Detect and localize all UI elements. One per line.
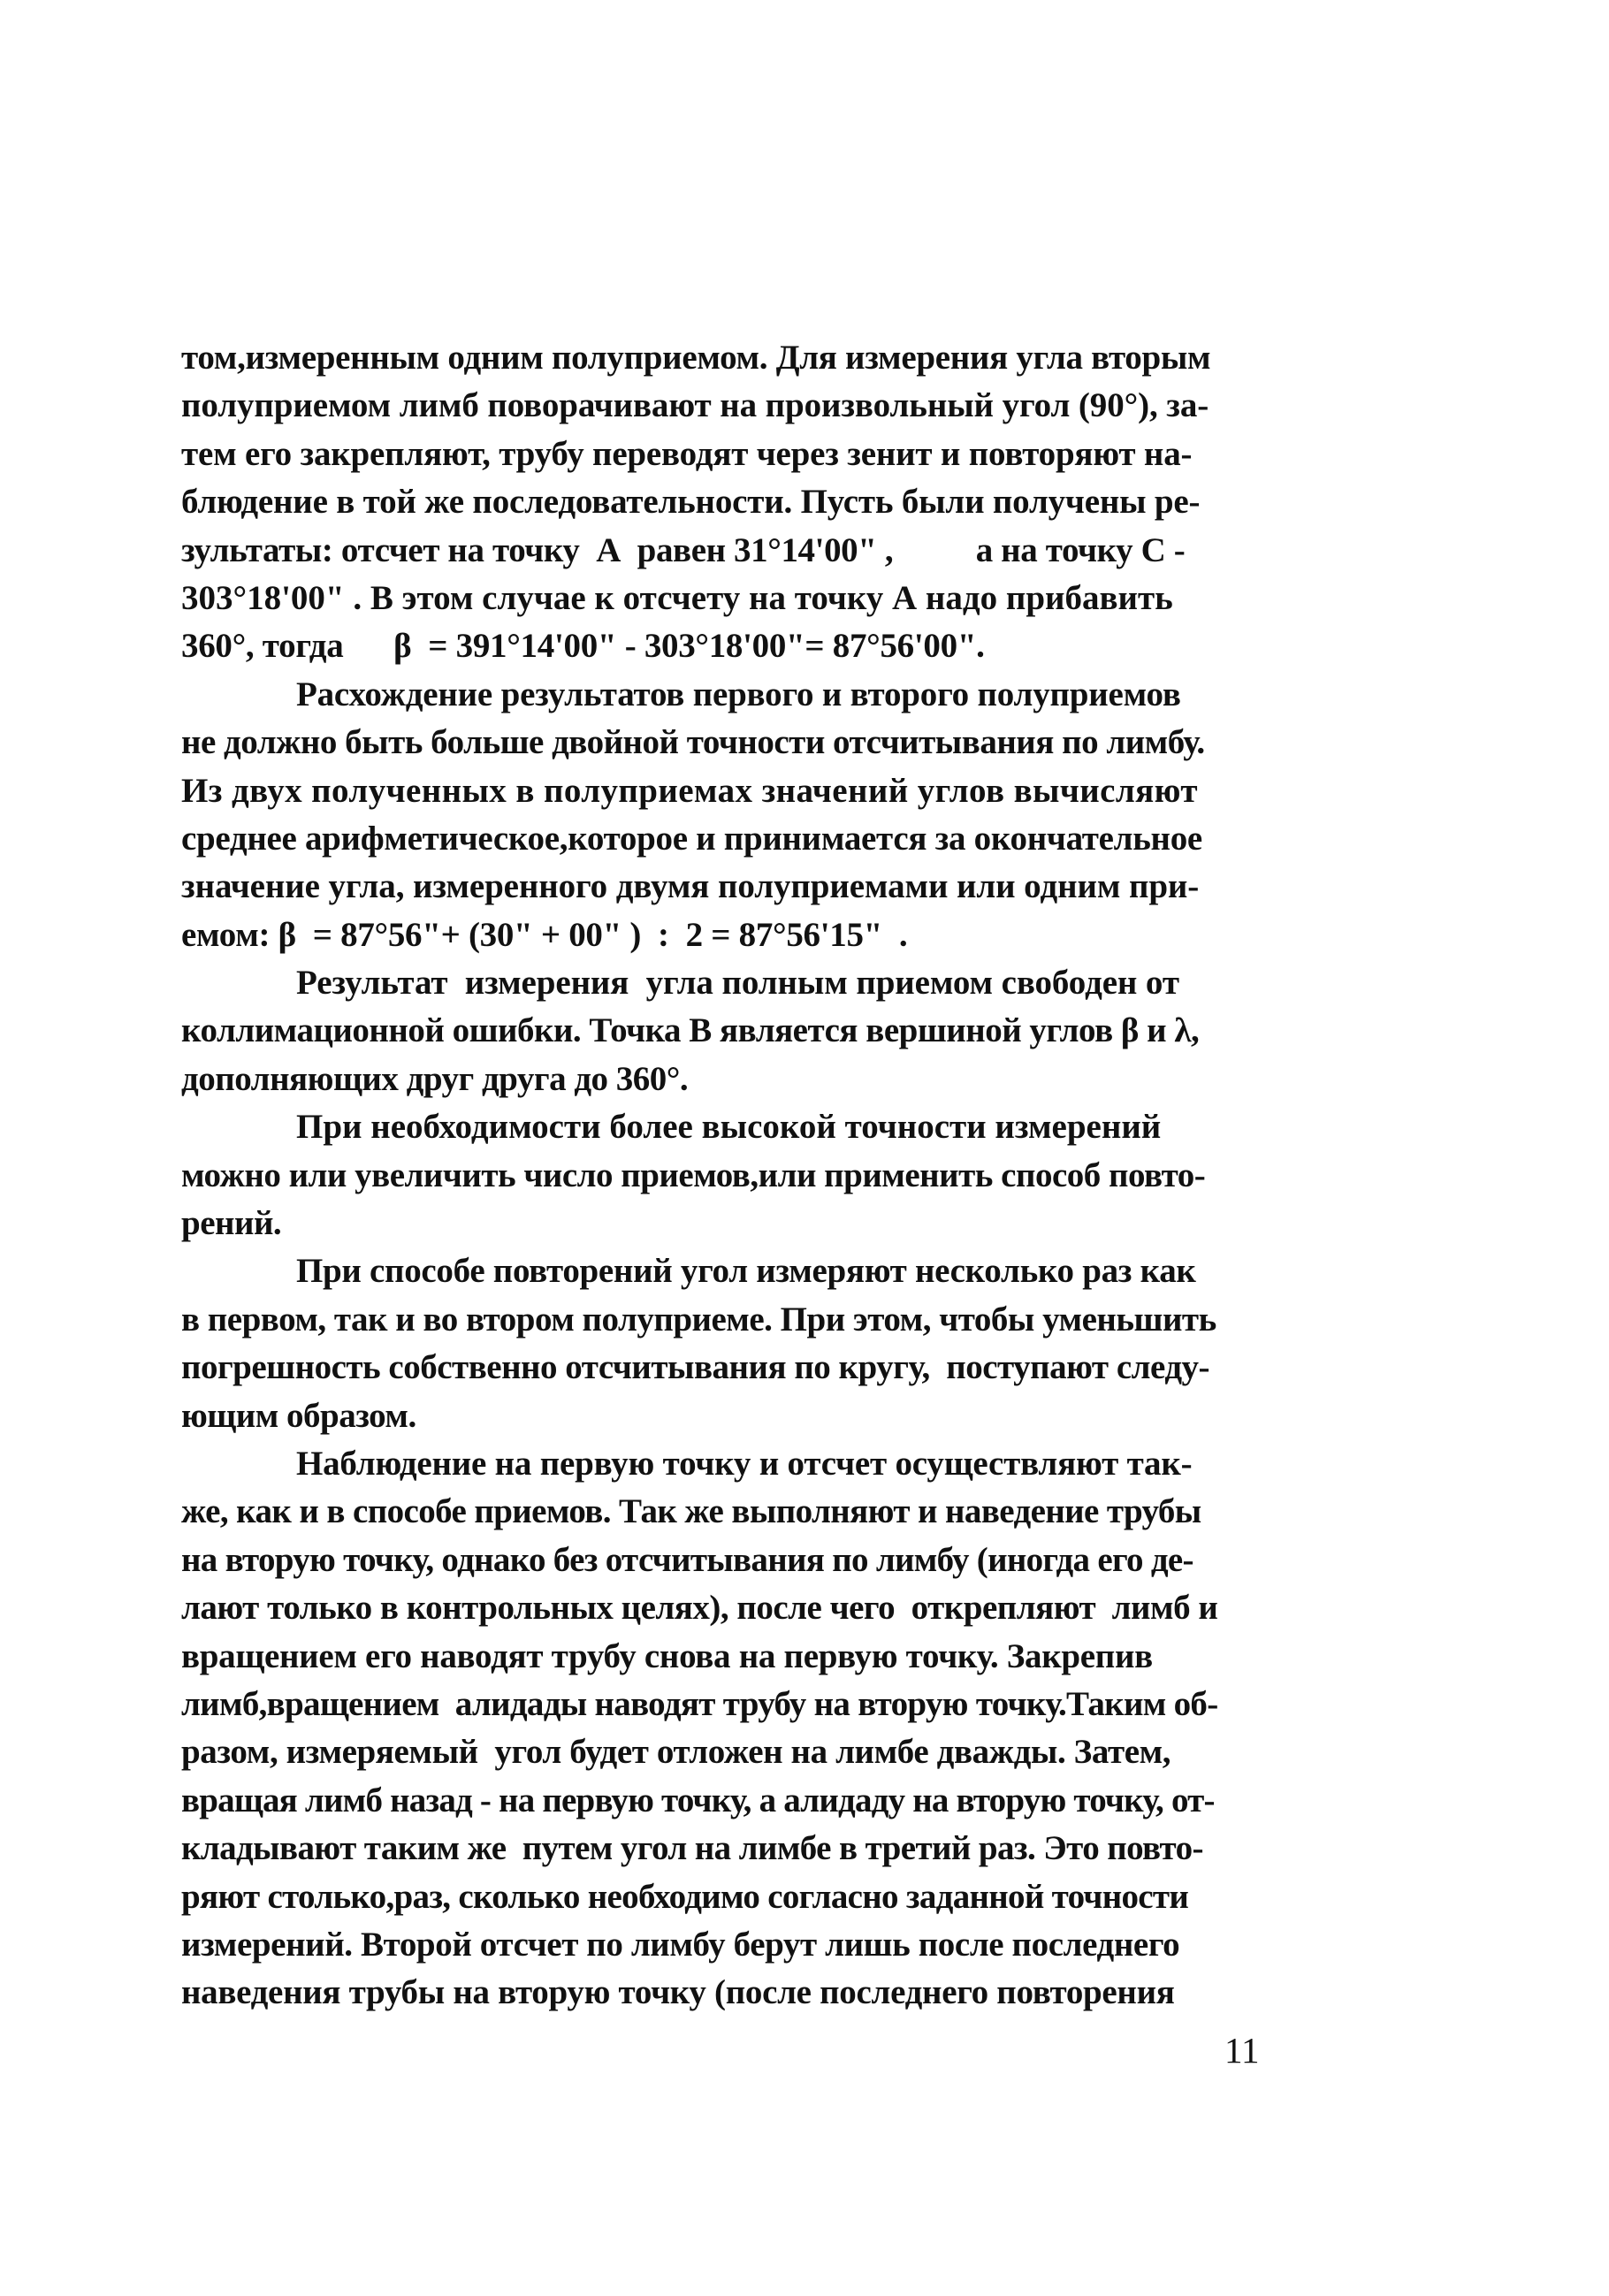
paragraph-first-line: При способе повторений угол измеряют несколько раз как	[296, 1252, 1196, 1291]
text-line: рений.	[181, 1204, 282, 1243]
text-line: ющим образом.	[181, 1396, 416, 1435]
text-line: ряют столько,раз, сколько необходимо согласно заданной точности	[181, 1877, 1189, 1916]
paragraph-first-line: Результат измерения угла полным приемом свободен от	[296, 964, 1179, 1003]
text-line: вращая лимб назад - на первую точку, а алидаду на вторую точку, от-	[181, 1781, 1215, 1819]
text-line: погрешность собственно отсчитывания по кругу, поступают следу-	[181, 1348, 1210, 1387]
text-line: можно или увеличить число приемов,или применить способ повто-	[181, 1156, 1206, 1194]
text-line: 303°18'00" . В этом случае к отсчету на точку А надо прибавить	[181, 578, 1173, 617]
text-line: не должно быть больше двойной точности отсчитывания по лимбу.	[181, 723, 1205, 762]
text-line: в первом, так и во втором полуприеме. При этом, чтобы уменьшить	[181, 1300, 1216, 1339]
text-line: разом, измеряемый угол будет отложен на лимбе дважды. Затем,	[181, 1733, 1171, 1772]
text-line: же, как и в способе приемов. Так же выполняют и наведение трубы	[181, 1492, 1201, 1531]
text-line: полуприемом лимб поворачивают на произвольный угол (90°), за-	[181, 386, 1209, 425]
paragraph-first-line: При необходимости более высокой точности измерений	[296, 1108, 1162, 1147]
paragraph-first-line: Расхождение результатов первого и второго полуприемов	[296, 675, 1181, 713]
text-line: значение угла, измеренного двумя полуприемами или одним при-	[181, 867, 1200, 906]
text-line: том,измеренным одним полуприемом. Для измерения угла вторым	[181, 339, 1211, 377]
text-line: кладывают таким же путем угол на лимбе в третий раз. Это повто-	[181, 1829, 1203, 1868]
text-line: дополняющих друг друга до 360°.	[181, 1059, 689, 1098]
text-line: среднее арифметическое,которое и принимается за окончательное	[181, 819, 1202, 858]
text-line: блюдение в той же последовательности. Пусть были получены ре-	[181, 483, 1201, 522]
text-line: наведения трубы на вторую точку (после последнего повторения	[181, 1973, 1175, 2012]
body-text	[181, 334, 1300, 2018]
text-line: лают только в контрольных целях), после чего открепляют лимб и	[181, 1589, 1218, 1628]
text-line: измерений. Второй отсчет по лимбу берут лишь после последнего	[181, 1925, 1180, 1964]
text-line: тем его закрепляют, трубу переводят через зенит и повторяют на-	[181, 434, 1193, 473]
formula-line: 360°, тогда β = 391°14'00" - 303°18'00"= 87°56'00".	[181, 627, 985, 666]
paragraph-first-line: Наблюдение на первую точку и отсчет осуществляют так-	[296, 1444, 1193, 1483]
text-line: на вторую точку, однако без отсчитывания по лимбу (иногда его де-	[181, 1540, 1193, 1579]
text-line: коллимационной ошибки. Точка В является вершиной углов β и λ,	[181, 1011, 1200, 1050]
text-line: зультаты: отсчет на точку А равен 31°14'00" , а на точку С -	[181, 530, 1186, 569]
text-line: Из двух полученных в полуприемах значений углов вычисляют	[181, 771, 1198, 810]
page-number: 11	[1224, 2030, 1260, 2071]
text-line: лимб,вращением алидады наводят трубу на вторую точку.Таким об-	[181, 1684, 1218, 1723]
text-line: вращением его наводят трубу снова на первую точку. Закрепив	[181, 1636, 1153, 1675]
formula-line: емом: β = 87°56"+ (30" + 00" ) : 2 = 87°56'15" .	[181, 915, 908, 954]
